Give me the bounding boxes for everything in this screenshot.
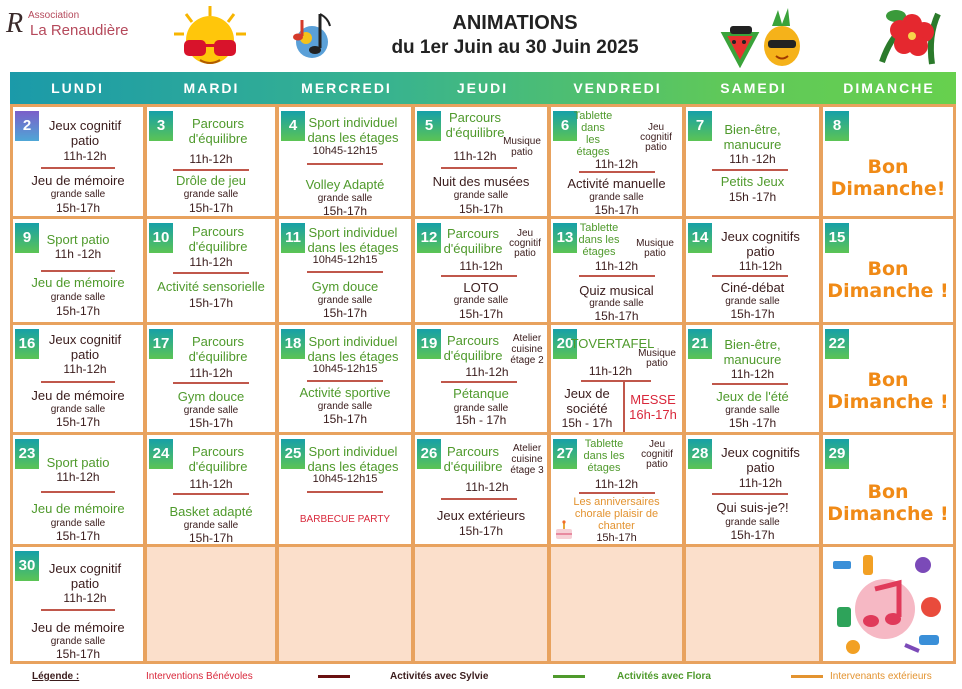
messe-time: 16h-17h	[629, 407, 677, 422]
afternoon-time: 15h-17h	[188, 296, 234, 310]
morning-activity: Sport patio	[46, 232, 110, 247]
day-number: 10	[149, 223, 173, 253]
separator	[307, 380, 383, 382]
side-activity: Jeu	[516, 228, 534, 239]
day-cell-29[interactable]	[823, 435, 953, 544]
day-number: 5	[417, 111, 441, 141]
barbecue-party-event: BARBECUE PARTY	[299, 514, 391, 525]
morning-location: patio	[70, 347, 100, 362]
day-cell-22[interactable]	[823, 325, 953, 432]
day-number: 9	[15, 223, 39, 253]
separator	[41, 381, 115, 383]
day-cell-5[interactable]	[415, 107, 547, 216]
page-header	[0, 0, 962, 72]
morning-location: patio	[70, 576, 100, 591]
day-cell-10[interactable]	[147, 219, 275, 322]
vertical-divider	[623, 380, 625, 432]
afternoon-time: 15h-17h	[730, 528, 775, 542]
afternoon-activity: LOTO	[463, 280, 499, 295]
afternoon-time: 15h-17h	[730, 307, 775, 321]
afternoon-activity: Activité sportive	[299, 385, 391, 400]
morning-time: 11h-12h	[738, 476, 783, 490]
afternoon-location: grande salle	[50, 518, 106, 529]
empty-cell	[551, 547, 682, 661]
day-cell-30[interactable]	[13, 547, 143, 661]
separator	[441, 167, 517, 169]
side-activity-2: cuisine	[511, 454, 543, 465]
morning-activity-2: dans	[581, 122, 605, 134]
afternoon-activity: Quiz musical	[579, 283, 654, 298]
morning-activity: TOVERTAFEL	[570, 336, 655, 351]
bon-dimanche-line1: Bon	[867, 156, 909, 178]
afternoon-location: grande salle	[453, 295, 509, 306]
hibiscus-flower-icon	[872, 2, 952, 70]
morning-activity: Tablette	[573, 110, 613, 122]
side-location: patio	[646, 459, 668, 470]
day-number: 13	[553, 223, 577, 253]
afternoon-time: 15h-17h	[188, 201, 234, 215]
morning-time: 11h -12h	[729, 152, 776, 166]
morning-activity-2: d'équilibre	[445, 125, 505, 140]
afternoon-time: 15h -17h	[728, 190, 777, 204]
legend-sylvie: Activités avec Sylvie	[390, 671, 489, 682]
side-activity-2: cognitif	[640, 132, 672, 143]
afternoon-activity: Drôle de jeu	[175, 173, 247, 188]
morning-activity-4: étages	[576, 146, 610, 158]
afternoon-activity: Jeu de mémoire	[31, 275, 125, 290]
morning-time: 10h45-12h15	[312, 254, 378, 266]
morning-activity: Sport patio	[46, 455, 110, 470]
logo-la-renaudiere: La Renaudière	[30, 22, 129, 39]
separator	[41, 609, 115, 611]
morning-activity: Tablette	[579, 222, 619, 234]
separator	[441, 498, 517, 500]
morning-time: 11h-12h	[738, 259, 783, 273]
afternoon-activity: Activité sensorielle	[157, 279, 265, 294]
birthday-cake-icon	[553, 519, 575, 541]
morning-activity-3: étages	[587, 462, 621, 474]
afternoon-location: grande salle	[50, 292, 106, 303]
side-location: étage 3	[510, 465, 544, 476]
bon-dimanche-line2: Dimanche !	[827, 391, 949, 413]
bon-dimanche-line2: Dimanche !	[827, 503, 949, 525]
separator	[173, 169, 249, 171]
afternoon-activity: Jeu de mémoire	[31, 620, 125, 635]
morning-location: patio	[70, 133, 100, 148]
separator	[712, 169, 788, 171]
afternoon-activity: Petits Jeux	[720, 174, 785, 189]
afternoon-location: grande salle	[50, 404, 106, 415]
morning-activity-2: d'équilibre	[443, 459, 503, 474]
side-activity: Atelier	[512, 443, 542, 454]
day-cell-26[interactable]	[415, 435, 547, 544]
day-number: 24	[149, 439, 173, 469]
legend-ext: Intervenants extérieurs	[830, 671, 932, 682]
side-activity: Musique	[636, 238, 674, 249]
morning-activity: Parcours	[448, 110, 502, 125]
morning-activity: Jeux cognitif	[48, 332, 122, 347]
side-activity: Jeu	[647, 122, 665, 133]
day-number: 12	[417, 223, 441, 253]
day-jeudi: JEUDI	[456, 80, 509, 96]
morning-activity: Parcours	[446, 226, 500, 241]
morning-location: patio	[746, 460, 775, 475]
morning-activity: Sport individuel	[308, 225, 398, 240]
title-animations: ANIMATIONS	[452, 12, 578, 34]
morning-activity-3: les	[585, 134, 601, 146]
morning-activity-2: dans les	[583, 450, 625, 462]
afternoon-time: 15h-17h	[55, 647, 101, 661]
afternoon-time: 15h-17h	[322, 204, 368, 216]
day-cell-23[interactable]	[13, 435, 143, 544]
side-activity: Musique	[503, 136, 541, 147]
music-instruments-cell	[823, 547, 953, 661]
day-cell-2[interactable]	[13, 107, 143, 216]
afternoon-time: 15h-17h	[594, 203, 639, 216]
morning-time: 11h-12h	[63, 591, 107, 605]
afternoon-time: 15h-17h	[322, 306, 368, 320]
morning-activity-2: d'équilibre	[443, 348, 503, 363]
afternoon-time: 15h-17h	[458, 307, 504, 321]
morning-activity-2: dans les étages	[307, 459, 399, 474]
morning-time: 10h45-12h15	[312, 363, 378, 375]
morning-activity-2: d'équilibre	[188, 459, 248, 474]
bon-dimanche-line2: Dimanche!	[830, 178, 946, 200]
day-cell-16[interactable]	[13, 325, 143, 432]
day-mercredi: MERCREDI	[301, 80, 392, 96]
logo-association: Association	[28, 10, 80, 21]
separator	[441, 381, 517, 383]
afternoon-time: 15h-17h	[55, 201, 101, 215]
morning-time: 11h-12h	[730, 367, 775, 381]
afternoon-activity: Les anniversaires	[573, 496, 660, 508]
side-location: patio	[646, 358, 668, 369]
morning-time: 11h-12h	[453, 149, 497, 163]
morning-activity-2: d'équilibre	[188, 131, 248, 146]
day-number: 6	[553, 111, 577, 141]
weekday-header-bar	[10, 72, 956, 104]
morning-activity: Parcours	[446, 333, 500, 348]
morning-activity: Jeux cognitifs	[721, 229, 800, 244]
calendar-title	[330, 12, 700, 59]
legend-title: Légende :	[32, 671, 80, 682]
day-number: 15	[825, 223, 849, 253]
afternoon-location: grande salle	[50, 189, 106, 200]
morning-time: 11h-12h	[594, 259, 639, 273]
afternoon-location: grande salle	[725, 405, 780, 416]
side-location: patio	[514, 248, 536, 259]
morning-time: 11h-12h	[465, 480, 509, 494]
morning-activity: Tablette	[584, 438, 624, 450]
side-activity-2: cuisine	[511, 344, 543, 355]
morning-activity: Sport individuel	[308, 444, 398, 459]
morning-time: 10h45-12h15	[312, 473, 378, 485]
afternoon-activity-3: chanter	[598, 520, 635, 532]
afternoon-time: 15h - 17h	[455, 413, 507, 427]
separator	[41, 270, 115, 272]
morning-time: 11h-12h	[465, 365, 509, 379]
afternoon-activity-2: chorale plaisir de	[574, 508, 659, 520]
separator	[41, 491, 115, 493]
morning-time: 11h-12h	[189, 152, 233, 166]
afternoon-time: 15h-17h	[188, 416, 234, 430]
afternoon-activity: Basket adapté	[169, 504, 253, 519]
separator	[579, 492, 655, 494]
afternoon-location: grande salle	[725, 517, 780, 528]
day-cell-4[interactable]	[279, 107, 411, 216]
association-logo	[6, 6, 156, 40]
afternoon-time: 15h-17h	[458, 524, 504, 538]
day-cell-6[interactable]	[551, 107, 682, 216]
morning-time: 11h -12h	[54, 247, 102, 261]
bon-dimanche-line1: Bon	[867, 258, 909, 280]
day-cell-11[interactable]	[279, 219, 411, 322]
afternoon-location: grande salle	[183, 520, 239, 531]
side-activity: Jeu	[648, 439, 666, 450]
morning-activity: Jeux cognitif	[48, 561, 122, 576]
day-number: 25	[281, 439, 305, 469]
day-number: 3	[149, 111, 173, 141]
day-number: 20	[553, 329, 577, 359]
afternoon-time: 15h-17h	[55, 304, 101, 318]
separator	[307, 271, 383, 273]
morning-time: 11h-12h	[189, 366, 233, 380]
music-instruments-icon	[823, 547, 953, 661]
afternoon-time: 15h-17h	[188, 531, 234, 544]
afternoon-time: 15h-17h	[458, 202, 504, 216]
watermelon-pineapple-icon	[720, 6, 824, 68]
empty-cell	[686, 547, 819, 661]
morning-activity-2: dans les étages	[307, 240, 399, 255]
day-number: 4	[281, 111, 305, 141]
side-location: patio	[645, 142, 667, 153]
morning-activity-2: manucure	[723, 137, 782, 152]
afternoon-activity: Pétanque	[453, 386, 509, 401]
separator	[41, 167, 115, 169]
afternoon-location: grande salle	[50, 636, 106, 647]
afternoon-location: grande salle	[589, 192, 644, 203]
day-number: 29	[825, 439, 849, 469]
afternoon-location: grande salle	[183, 189, 239, 200]
morning-activity: Sport individuel	[308, 334, 398, 349]
day-cell-27[interactable]	[551, 435, 682, 544]
day-cell-17[interactable]	[147, 325, 275, 432]
day-cell-24[interactable]	[147, 435, 275, 544]
afternoon-activity-2: société	[566, 401, 608, 416]
morning-time: 10h45-12h15	[312, 145, 378, 157]
afternoon-location: grande salle	[317, 401, 373, 412]
side-activity-2: cognitif	[641, 449, 673, 460]
legend-flora-line	[553, 675, 585, 678]
day-cell-3[interactable]	[147, 107, 275, 216]
legend-flora: Activités avec Flora	[617, 671, 711, 682]
day-mardi: MARDI	[183, 80, 240, 96]
morning-time: 11h-12h	[459, 259, 503, 273]
day-number: 30	[15, 551, 39, 581]
morning-activity-2: dans les	[578, 234, 620, 246]
afternoon-location: grande salle	[589, 298, 644, 309]
morning-time: 11h-12h	[594, 477, 639, 491]
afternoon-activity: Jeu de mémoire	[31, 501, 125, 516]
title-period: du 1er Juin au 30 Juin 2025	[391, 37, 639, 58]
day-number: 16	[15, 329, 39, 359]
afternoon-time: 15h-17h	[322, 412, 368, 426]
afternoon-time: 15h-17h	[55, 529, 101, 543]
afternoon-activity: Qui suis-je?!	[716, 500, 789, 515]
day-number: 17	[149, 329, 173, 359]
separator	[307, 491, 383, 493]
bon-dimanche-line1: Bon	[867, 481, 909, 503]
afternoon-time: 15h-17h	[594, 309, 639, 322]
morning-time: 11h-12h	[588, 364, 633, 378]
day-number: 11	[281, 223, 305, 253]
side-activity-2: cognitif	[509, 238, 541, 249]
morning-activity: Parcours	[191, 444, 245, 459]
day-cell-19[interactable]	[415, 325, 547, 432]
afternoon-location: grande salle	[453, 190, 509, 201]
day-cell-20[interactable]	[551, 325, 682, 432]
day-cell-15[interactable]	[823, 219, 953, 322]
morning-activity: Parcours	[191, 116, 245, 131]
day-number: 26	[417, 439, 441, 469]
day-dimanche: DIMANCHE	[843, 80, 935, 96]
day-number: 7	[688, 111, 712, 141]
day-cell-18[interactable]	[279, 325, 411, 432]
day-number: 14	[688, 223, 712, 253]
morning-time: 11h-12h	[189, 477, 233, 491]
afternoon-activity: Gym douce	[311, 279, 379, 294]
legend-ext-line	[791, 675, 823, 678]
side-location: patio	[511, 147, 533, 158]
morning-activity-2: dans les étages	[307, 130, 399, 145]
morning-activity: Parcours	[191, 224, 245, 239]
afternoon-activity: Jeux de	[564, 386, 610, 401]
afternoon-activity: Jeux de l'été	[716, 389, 789, 404]
legend-benevoles: Interventions Bénévoles	[146, 671, 253, 682]
separator	[579, 171, 655, 173]
day-cell-13[interactable]	[551, 219, 682, 322]
separator	[307, 163, 383, 165]
logo-r: R	[6, 8, 24, 39]
morning-activity: Parcours	[191, 334, 245, 349]
morning-activity-2: dans les étages	[307, 349, 399, 364]
afternoon-location: grande salle	[183, 405, 239, 416]
empty-cell	[279, 547, 411, 661]
morning-activity: Jeux cognitifs	[721, 445, 800, 460]
separator	[173, 272, 249, 274]
sun-sunglasses-icon	[170, 4, 250, 68]
morning-time: 11h-12h	[63, 149, 107, 163]
bon-dimanche-line2: Dimanche !	[827, 280, 949, 302]
afternoon-activity: Jeu de mémoire	[31, 173, 125, 188]
afternoon-time: 15h - 17h	[561, 416, 613, 430]
morning-activity: Parcours	[446, 444, 500, 459]
afternoon-location: grande salle	[453, 403, 509, 414]
day-cell-21[interactable]	[686, 325, 819, 432]
separator	[712, 275, 788, 277]
bon-dimanche-line1: Bon	[867, 369, 909, 391]
separator	[173, 493, 249, 495]
side-activity: Atelier	[512, 333, 542, 344]
morning-time: 11h-12h	[63, 362, 107, 376]
morning-activity-2: manucure	[723, 352, 782, 367]
day-number: 22	[825, 329, 849, 359]
day-cell-7[interactable]	[686, 107, 819, 216]
afternoon-location: grande salle	[317, 193, 373, 204]
empty-cell	[415, 547, 547, 661]
afternoon-activity: Jeu de mémoire	[31, 388, 125, 403]
side-activity: Musique	[638, 348, 676, 359]
side-location: patio	[644, 248, 666, 259]
messe-label: MESSE	[630, 392, 676, 407]
day-number: 19	[417, 329, 441, 359]
afternoon-time: 15h-17h	[55, 415, 101, 429]
day-vendredi: VENDREDI	[573, 80, 662, 96]
afternoon-location: grande salle	[317, 295, 373, 306]
legend	[0, 664, 962, 689]
afternoon-activity: Nuit des musées	[432, 174, 530, 189]
day-number: 2	[15, 111, 39, 141]
day-number: 21	[688, 329, 712, 359]
morning-activity-2: d'équilibre	[188, 349, 248, 364]
day-cell-12[interactable]	[415, 219, 547, 322]
day-number: 18	[281, 329, 305, 359]
separator	[579, 275, 655, 277]
morning-location: patio	[746, 244, 775, 259]
morning-time: 11h-12h	[189, 255, 233, 269]
afternoon-activity: Activité manuelle	[567, 176, 666, 191]
day-cell-14[interactable]	[686, 219, 819, 322]
day-number: 28	[688, 439, 712, 469]
morning-time: 11h-12h	[594, 157, 639, 171]
separator	[581, 380, 651, 382]
afternoon-time: 15h -17h	[728, 416, 777, 430]
day-lundi: LUNDI	[51, 80, 104, 96]
separator	[441, 275, 517, 277]
day-number: 27	[553, 439, 577, 469]
afternoon-activity: Jeux extérieurs	[436, 508, 526, 523]
day-cell-9[interactable]	[13, 219, 143, 322]
morning-time: 11h-12h	[56, 470, 100, 484]
morning-activity: Bien-être,	[724, 122, 781, 137]
morning-activity-2: d'équilibre	[188, 239, 248, 254]
afternoon-location: grande salle	[725, 296, 780, 307]
day-cell-28[interactable]	[686, 435, 819, 544]
afternoon-time: 15h-17h	[596, 532, 637, 544]
afternoon-activity: Volley Adapté	[305, 177, 385, 192]
side-location: étage 2	[510, 355, 544, 366]
morning-activity: Sport individuel	[308, 115, 398, 130]
day-samedi: SAMEDI	[720, 80, 787, 96]
legend-sylvie-line	[318, 675, 350, 678]
separator	[712, 383, 788, 385]
afternoon-activity: Ciné-débat	[720, 280, 785, 295]
day-cell-25[interactable]	[279, 435, 411, 544]
day-cell-8[interactable]	[823, 107, 953, 216]
separator	[712, 493, 788, 495]
day-number: 8	[825, 111, 849, 141]
morning-activity-2: d'équilibre	[443, 241, 503, 256]
morning-activity: Bien-être,	[724, 337, 781, 352]
morning-activity-3: étages	[582, 246, 616, 258]
morning-activity: Jeux cognitif	[48, 118, 122, 133]
afternoon-activity: Gym douce	[177, 389, 245, 404]
calendar-grid	[10, 104, 956, 664]
day-number: 23	[15, 439, 39, 469]
empty-cell	[147, 547, 275, 661]
separator	[173, 382, 249, 384]
